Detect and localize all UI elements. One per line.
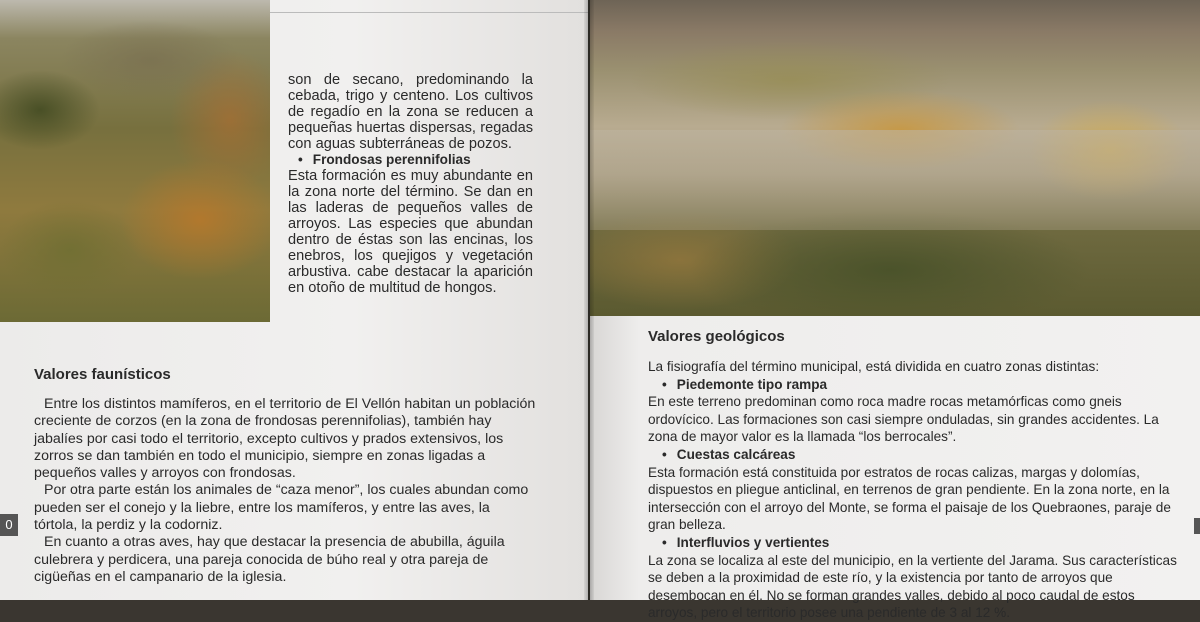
paragraph: La zona se localiza al este del municipio, en la vertiente del Jarama. Sus características se deben a la proximidad de este río, y la existencia por tanto de arroyos que desembocan en él. No se forman grandes valles, debido al poco caudal de estos arroyos, pero el territorio posee una pendiente de 3 al 12 %. [648, 552, 1177, 621]
top-rule [270, 12, 588, 13]
left-page [0, 0, 588, 600]
paragraph: Por otra parte están los animales de “caza menor”, los cuales abundan como pueden ser el conejo y la liebre, entre los mamíferos, y entre las aves, la tórtola, la perdiz y la codorniz. [34, 482, 529, 534]
page-number-tab: 0 [0, 514, 18, 536]
field-area [590, 130, 1200, 230]
valley-landscape-photo [590, 0, 1200, 316]
geology-text-body [648, 358, 1178, 622]
paragraph: Esta formación está constituida por estratos de rocas calizas, margas y dolomías, dispuestos en pliegue anticlinal, en terrenos de gran pendiente. En la zona norte, en la intersección con el arroyo del Monte, se forma el paisaje de los Quebraones, paraje de gran belleza. [648, 464, 1171, 533]
right-page [590, 0, 1200, 621]
bullet-subheading: • Interfluvios y vertientes [648, 534, 1178, 552]
fauna-text-body [34, 396, 536, 586]
paragraph: Entre los distintos mamíferos, en el territorio de El Vellón habitan un población creciente de corzos (en la zona de frondosas perennifolias), también hay jabalíes por casi todo el territorio, excepto cultivos y prados extensivos, los zorros se dan también en todo el municipio, siempre en zonas ligadas a pequeños valles y arroyos con frondosas. [34, 396, 536, 482]
vegetation-text-column [288, 72, 533, 296]
paragraph: La fisiografía del término municipal, está dividida en cuatro zonas distintas: [648, 359, 1100, 374]
bullet-subheading: • Piedemonte tipo rampa [648, 376, 1178, 394]
book-gutter [584, 0, 594, 600]
paragraph: En cuanto a otras aves, hay que destacar la presencia de abubilla, águila culebrera y perdicera, una pareja conocida de búho real y otra pareja de cigüeñas en el campanario de la iglesia. [34, 534, 505, 585]
paragraph: En este terreno predominan como roca madre rocas metamórficas como gneis ordovícico. Las formaciones son casi siempre onduladas, sin grandes accidentes. La zona de mayor valor es la llamada “los berrocales”. [648, 394, 1159, 445]
bullet-subheading: • Cuestas calcáreas [648, 446, 1178, 464]
paragraph: son de secano, predominando la cebada, trigo y centeno. Los cultivos de regadío en la zona se reducen a pequeñas huertas dispersas, regadas con aguas subterráneas de pozos. [288, 72, 533, 152]
page-edge-tab [1194, 518, 1200, 534]
fauna-heading: Valores faunísticos [34, 366, 171, 383]
paragraph: Esta formación es muy abundante en la zona norte del término. Se dan en las laderas de pequeños valles de arroyos. Las especies que abundan dentro de éstas son las encinas, los enebros, los quejigos y vegetación arbustiva. cabe destacar la aparición en otoño de multitud de hongos. [288, 168, 533, 296]
bullet-subheading: • Frondosas perennifolias [288, 152, 533, 168]
hillside-photo [0, 0, 270, 322]
geology-heading: Valores geológicos [648, 328, 785, 345]
